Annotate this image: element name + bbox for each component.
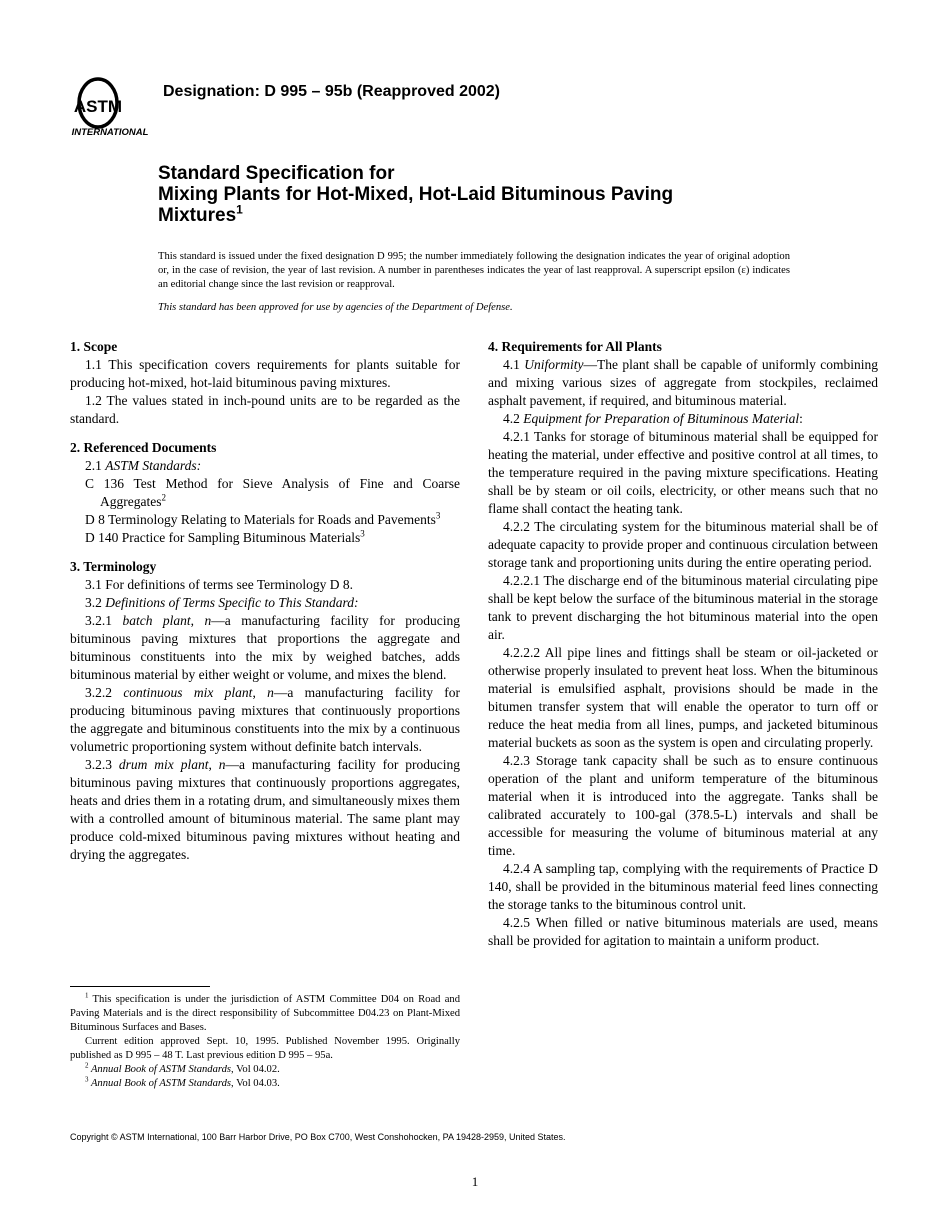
para-4-2 (488, 410, 878, 428)
para-2-1-number: 2.1 (85, 458, 106, 473)
para-3-2-title: Definitions of Terms Specific to This Standard: (105, 595, 359, 610)
title-line-1: Standard Specification for (158, 163, 395, 184)
part-of-speech: n (204, 613, 212, 628)
para-4-1-title: Uniformity (524, 357, 584, 372)
footnote-1-text: This specification is under the jurisdiction of ASTM Committee D04 on Road and Paving Materials and is the direct responsibility of Subcommittee D04.23 on Plant-Mixed Bituminous Surfaces and Bases. (70, 994, 460, 1033)
section-terminology-heading: 3. Terminology (70, 559, 157, 574)
para-3-2-3 (70, 756, 460, 864)
footnote-1-continued: Current edition approved Sept. 10, 1995. Published November 1995. Originally published as D 995 – 48 T. Last previous edition D 995 – 95a. (70, 1036, 460, 1061)
footnote-1-marker: 1 (85, 991, 89, 1000)
para-2-1-title: ASTM Standards: (105, 458, 202, 473)
footnote-divider (70, 986, 210, 987)
page-number: 1 (471, 1174, 479, 1189)
para-4-2-3: 4.2.3 Storage tank capacity shall be such as to ensure continuous operation of the plant and uniform temperature of the bituminous material when it is introduced into the aggregate. Tanks shall be calibrated accurately to 100-gal (378.5-L) intervals and shall be accessible for measuring the volume of bituminous material at any time. (488, 753, 878, 858)
para-3-2-1-text: —a manufacturing facility for producing bituminous paving mixtures that proportions the aggregate and bituminous constituents into the mix by weighed batches, adds bituminous material by either weight or volume, and mixes the blend. (70, 613, 461, 682)
reference-c136-text: C 136 Test Method for Sieve Analysis of Fine and Coarse Aggregates (85, 476, 460, 509)
term-separator: , (252, 685, 268, 700)
term-drum-mix-plant: drum mix plant (118, 757, 209, 772)
left-column (70, 338, 460, 864)
para-1-2: 1.2 The values stated in inch-pound units are to be regarded as the standard. (70, 393, 460, 426)
para-4-2-5: 4.2.5 When filled or native bituminous materials are used, means shall be provided for agitation to maintain a uniform product. (488, 915, 878, 948)
logo-subtext: INTERNATIONAL (71, 127, 149, 138)
copyright-notice: Copyright © ASTM International, 100 Barr Harbor Drive, PO Box C700, West Conshohocken, PA 19428-2959, United States. (70, 1132, 566, 1142)
para-4-2-2: 4.2.2 The circulating system for the bituminous material shall be of adequate capacity to provide proper and continuous circulation between storage tank and proportioning units during the entire operating period. (488, 519, 878, 570)
designation: Designation: D 995 – 95b (Reapproved 2002) (163, 83, 500, 100)
footnote-2-marker: 2 (85, 1061, 89, 1070)
footnote-2 (70, 1063, 460, 1077)
title-footnote-ref: 1 (236, 202, 243, 217)
reference-d140-text: D 140 Practice for Sampling Bituminous Materials (85, 530, 361, 545)
para-3-2 (70, 594, 460, 612)
title-line-3-text: Mixtures (158, 205, 237, 226)
para-4-2-number: 4.2 (503, 411, 524, 426)
footnote-2-book: Annual Book of ASTM Standards (88, 1064, 232, 1075)
section-referenced-documents-heading: 2. Referenced Documents (70, 440, 217, 455)
para-1-1: 1.1 This specification covers requirements for plants suitable for producing hot-mixed, hot-laid bituminous paving mixtures. (70, 357, 460, 390)
footnotes (70, 986, 460, 1091)
para-4-1-text: —The plant shall be capable of uniformly combining and mixing various sizes of aggregate from stockpiles, reclaimed asphalt pavement, if required, and bituminous material. (488, 357, 878, 408)
para-3-1: 3.1 For definitions of terms see Terminology D 8. (85, 577, 354, 592)
para-2-1 (70, 457, 460, 475)
issuance-notice: This standard is issued under the fixed designation D 995; the number immediately following the designation indicates the year of original adoption or, in the case of revision, the year of last revision. A number in parentheses indicates the year of last reapproval. A superscript epsilon (ε) indicates an editorial change since the last revision or reapproval. (158, 251, 790, 290)
para-4-2-colon: : (799, 411, 803, 426)
title-line-3 (158, 202, 858, 226)
term-batch-plant: batch plant (122, 613, 191, 628)
part-of-speech: n (218, 757, 226, 772)
para-4-2-1: 4.2.1 Tanks for storage of bituminous material shall be equipped for heating the material, under effective and positive control at all times, to the temperature required in the paving mixture specifications. Heating shall be by steam or oil coils, electricity, or other means such that no flame shall contact the heating tank. (488, 429, 878, 516)
page-title (158, 163, 858, 226)
footnote-3-marker: 3 (85, 1075, 89, 1084)
reference-d140 (70, 529, 460, 547)
para-3-2-2-number: 3.2.2 (85, 685, 124, 700)
para-3-2-3-number: 3.2.3 (85, 757, 119, 772)
reference-d8 (70, 511, 460, 529)
dod-approval-note: This standard has been approved for use by agencies of the Department of Defense. (158, 302, 513, 313)
para-3-2-1 (70, 612, 460, 684)
reference-c136-footnote-ref: 2 (161, 492, 166, 503)
section-requirements-heading: 4. Requirements for All Plants (488, 339, 662, 354)
para-3-2-3-text: —a manufacturing facility for producing bituminous paving mixtures that continuously proportions aggregates, heats and dries them in a rotating drum, and simultaneously mixes them with a controlled amount of bituminous material. The same plant may produce cold-mixed bituminous paving mixtures without heating and drying the aggregates. (70, 757, 461, 862)
term-separator: , (190, 613, 205, 628)
para-3-2-2-text: —a manufacturing facility for producing bituminous paving mixtures that continuously proportions the aggregate and bituminous constituents into the mix by a continuous volumetric proportioning system without definite batch intervals. (70, 685, 460, 754)
term-continuous-mix-plant: continuous mix plant (123, 685, 253, 700)
reference-d8-footnote-ref: 3 (435, 510, 441, 521)
reference-c136 (70, 475, 460, 511)
reference-d140-footnote-ref: 3 (360, 528, 365, 539)
logo-text: ASTM (73, 97, 123, 116)
footnote-3-volume: , Vol 04.03. (231, 1078, 280, 1089)
term-separator: , (208, 757, 219, 772)
para-4-2-4: 4.2.4 A sampling tap, complying with the requirements of Practice D 140, shall be provided in the bituminous material feed lines connecting the storage tanks to the bituminous control unit. (488, 861, 878, 912)
para-3-2-number: 3.2 (85, 595, 106, 610)
reference-d8-text: D 8 Terminology Relating to Materials for Roads and Pavements (85, 512, 436, 527)
para-4-2-2-1: 4.2.2.1 The discharge end of the bituminous material circulating pipe shall be kept below the surface of the bituminous material in the storage tank to prevent discharging the hot bituminous material into the open air. (488, 573, 878, 642)
para-4-2-2-2: 4.2.2.2 All pipe lines and fittings shall be steam or oil-jacketed or otherwise properly insulated to prevent heat loss. When the bituminous material is emulsified asphalt, provisions should be made in the bitumen transfer system that will enable the operator to turn off or reduce the heat media from all lines, pumps, and jacketed bituminous material buckets as soon as the system is open and circulating properly. (488, 645, 878, 750)
part-of-speech: n (267, 685, 274, 700)
para-4-2-title: Equipment for Preparation of Bituminous Material (523, 411, 800, 426)
footnote-2-volume: , Vol 04.02. (231, 1064, 280, 1075)
footnote-1 (70, 993, 460, 1035)
para-4-1-number: 4.1 (503, 357, 525, 372)
title-line-2: Mixing Plants for Hot-Mixed, Hot-Laid Bituminous Paving (158, 184, 674, 205)
astm-logo (70, 76, 150, 138)
para-4-1 (488, 356, 878, 410)
footnote-3 (70, 1077, 460, 1091)
right-column (488, 338, 878, 950)
footnote-3-book: Annual Book of ASTM Standards (88, 1078, 232, 1089)
para-3-2-1-number: 3.2.1 (85, 613, 123, 628)
section-scope-heading: 1. Scope (70, 339, 118, 354)
para-3-2-2 (70, 684, 460, 756)
